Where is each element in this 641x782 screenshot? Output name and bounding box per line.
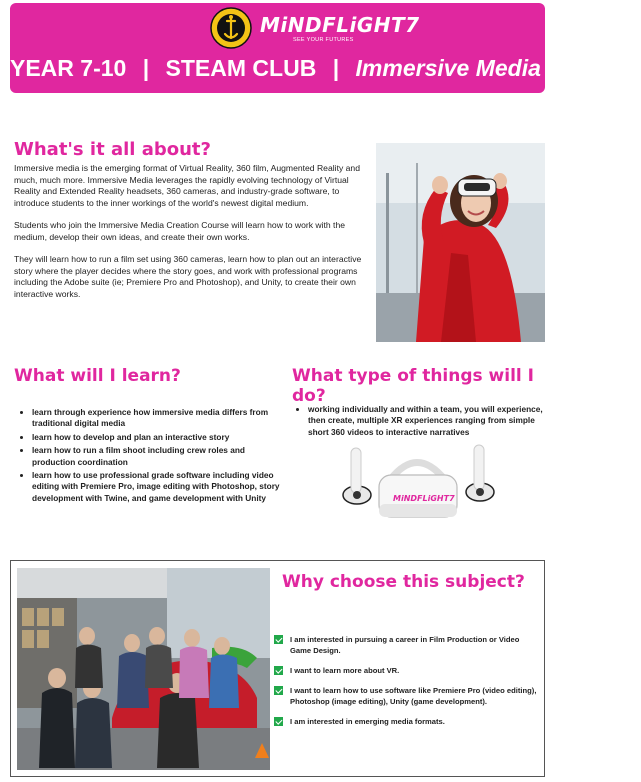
club-label: STEAM CLUB: [165, 55, 317, 81]
year-label: YEAR 7-10: [10, 55, 127, 81]
brand-name: MiNDFLiGHT7: [260, 13, 420, 37]
headset-brand-label: MiNDFLiGHT7: [393, 494, 455, 503]
list-item: • working individually and within a team, you will experience, then create, multiple XR experiences ranging from simple short 360 videos to interactive narratives: [308, 404, 553, 438]
learn-list: [20, 407, 287, 506]
activities-list: [296, 404, 553, 440]
checklist-item: [274, 716, 542, 727]
page-title: [10, 55, 641, 82]
vr-headset-image: [335, 440, 500, 525]
vr-headset-icon: [335, 440, 500, 525]
title-separator: |: [142, 55, 150, 81]
checkmark-icon: [274, 686, 283, 695]
intro-text: [14, 163, 366, 311]
brand-logo: [210, 7, 420, 51]
list-item: • learn how to develop and plan an interactive story: [32, 432, 287, 443]
checklist-item: [274, 665, 542, 676]
checklist-item: [274, 685, 542, 707]
learn-heading: What will I learn?: [14, 366, 181, 386]
checklist-text: I am interested in emerging media formats.: [290, 717, 445, 726]
brand-tagline: SEE YOUR FUTURES: [293, 37, 354, 43]
checklist-text: I am interested in pursuing a career in Film Production or Video Game Design.: [290, 635, 520, 655]
list-item: • learn through experience how immersive media differs from traditional digital media: [32, 407, 287, 430]
group-photo: [17, 568, 270, 770]
checklist-text: I want to learn more about VR.: [290, 666, 400, 675]
checklist-text: I want to learn how to use software like Premiere Pro (video editing), Photoshop (image editing), Unity (game development).: [290, 686, 537, 706]
intro-paragraph: Immersive media is the emerging format of Virtual Reality, 360 film, Augmented Reality and much, much more. Immersive Media leverages the rapidly evolving technology of Virtual Reality and Extended Reality headsets, 360 cameras, and industry-grade software, to introduce students to the inner workings of the world's newest digital medium.: [14, 163, 360, 208]
course-label: Immersive Media Creation: [355, 55, 641, 81]
school-seal-icon: [210, 7, 252, 49]
checkmark-icon: [274, 717, 283, 726]
activities-heading: What type of things will I do?: [292, 366, 534, 406]
checkmark-icon: [274, 666, 283, 675]
student-group-image: [17, 568, 270, 770]
vr-student-image: [376, 143, 545, 342]
intro-paragraph: They will learn how to run a film set using 360 cameras, learn how to plan out an interactive story where the player decides where the story goes, and work with professional programs including the Adobe suite (ie; Premiere Pro and Photoshop), and Unity, to create their own interactive works.: [14, 254, 362, 299]
list-item: • learn how to use professional grade software including video editing with Premiere Pro, image editing with Photoshop, story development with Twine, and game development with Unity: [32, 470, 287, 504]
checklist-item: [274, 634, 542, 656]
intro-paragraph: Students who join the Immersive Media Creation Course will learn how to work with the medium, develop their own ideas, and create their own works.: [14, 220, 346, 242]
why-checklist: [274, 634, 542, 736]
header-banner: [10, 3, 641, 93]
vr-student-photo: [376, 143, 545, 342]
why-heading: Why choose this subject?: [282, 572, 525, 592]
intro-heading: What's it all about?: [14, 139, 211, 160]
list-item: • learn how to run a film shoot including crew roles and production coordination: [32, 445, 287, 468]
title-separator: |: [332, 55, 340, 81]
checkmark-icon: [274, 635, 283, 644]
